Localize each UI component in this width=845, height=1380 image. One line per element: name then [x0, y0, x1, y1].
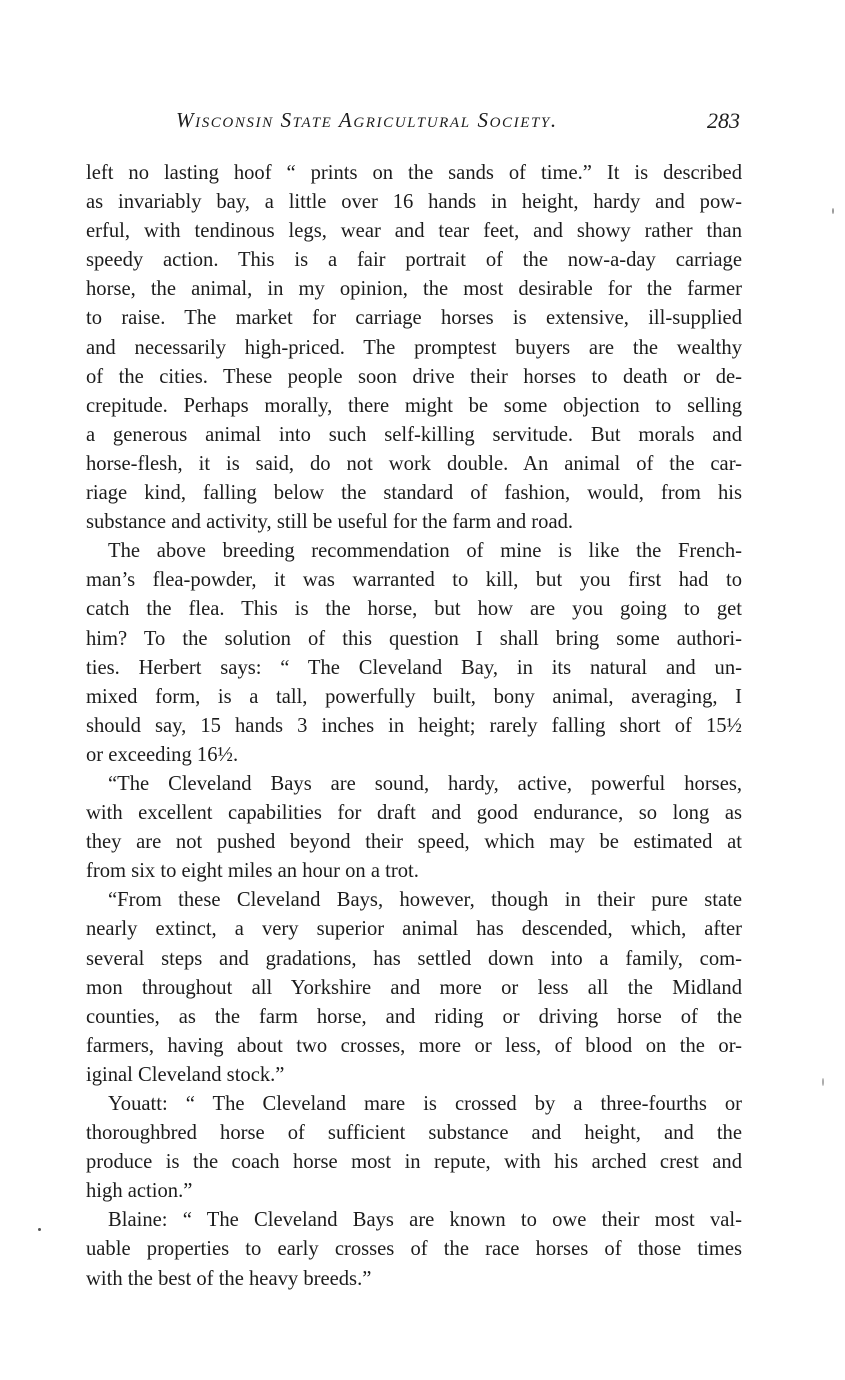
text-line: or exceeding 16½. — [86, 743, 239, 766]
text-line: thoroughbred horse of sufficient substance and height, and the — [86, 1122, 742, 1145]
paper-speck — [822, 1078, 824, 1086]
page-number: 283 — [707, 108, 740, 133]
text-line: a generous animal into such self-killing servitude. But morals and — [86, 423, 742, 446]
body-text — [86, 159, 742, 1294]
text-line: mon throughout all Yorkshire and more or less all the Midland — [86, 976, 742, 999]
text-line: iginal Cleveland stock.” — [86, 1063, 285, 1086]
text-line: several steps and gradations, has settled down into a family, com- — [86, 947, 742, 970]
text-line: catch the flea. This is the horse, but how are you going to get — [86, 598, 742, 621]
text-line: farmers, having about two crosses, more or less, of blood on the or- — [86, 1034, 742, 1057]
text-line: of the cities. These people soon drive their horses to death or de- — [86, 365, 742, 388]
text-line: speedy action. This is a fair portrait of the now-a-day carriage — [86, 249, 742, 272]
text-line: should say, 15 hands 3 inches in height; rarely falling short of 15½ — [86, 714, 742, 737]
text-line: man’s flea-powder, it was warranted to kill, but you first had to — [86, 569, 742, 592]
text-line: crepitude. Perhaps morally, there might be some objection to selling — [86, 394, 742, 417]
text-line: horse-flesh, it is said, do not work double. An animal of the car- — [86, 452, 742, 475]
text-line: The above breeding recommendation of mine is like the French- — [108, 540, 742, 563]
text-line: nearly extinct, a very superior animal has descended, which, after — [86, 918, 742, 941]
text-line: riage kind, falling below the standard of fashion, would, from his — [86, 482, 742, 505]
text-line: left no lasting hoof “ prints on the sands of time.” It is described — [86, 162, 742, 184]
paper-speck — [38, 1228, 41, 1231]
text-line: counties, as the farm horse, and riding or driving horse of the — [86, 1005, 742, 1028]
text-line: Blaine: “ The Cleveland Bays are known to owe their most val- — [108, 1209, 742, 1232]
text-line: substance and activity, still be useful for the farm and road. — [86, 511, 574, 534]
text-line: uable properties to early crosses of the race horses of those times — [86, 1238, 742, 1261]
text-line: as invariably bay, a little over 16 hands in height, hardy and pow- — [86, 191, 742, 214]
text-line: him? To the solution of this question I shall bring some authori- — [86, 627, 742, 650]
text-line: from six to eight miles an hour on a trot. — [86, 860, 419, 883]
text-line: with the best of the heavy breeds.” — [86, 1267, 372, 1290]
text-line: they are not pushed beyond their speed, which may be estimated at — [86, 831, 742, 854]
text-line: Youatt: “ The Cleveland mare is crossed by a three-fourths or — [108, 1093, 742, 1115]
text-line: horse, the animal, in my opinion, the most desirable for the farmer — [86, 278, 742, 301]
text-line: “The Cleveland Bays are sound, hardy, active, powerful horses, — [108, 772, 742, 795]
running-head — [150, 108, 740, 140]
text-line: ties. Herbert says: “ The Cleveland Bay, in its natural and un- — [86, 656, 742, 679]
text-line: erful, with tendinous legs, wear and tear feet, and showy rather than — [86, 220, 742, 243]
text-line: to raise. The market for carriage horses is extensive, ill-supplied — [86, 307, 742, 330]
text-line: with excellent capabilities for draft and good endurance, so long as — [86, 802, 742, 825]
text-line: mixed form, is a tall, powerfully built, bony animal, averaging, I — [86, 685, 742, 708]
text-line: produce is the coach horse most in repute, with his arched crest and — [86, 1151, 742, 1174]
running-title: Wisconsin State Agricultural Society. — [176, 108, 558, 132]
paper-speck — [832, 208, 834, 214]
text-line: high action.” — [86, 1180, 193, 1203]
text-line: and necessarily high-priced. The promptest buyers are the wealthy — [86, 336, 742, 359]
text-line: “From these Cleveland Bays, however, though in their pure state — [108, 889, 742, 912]
